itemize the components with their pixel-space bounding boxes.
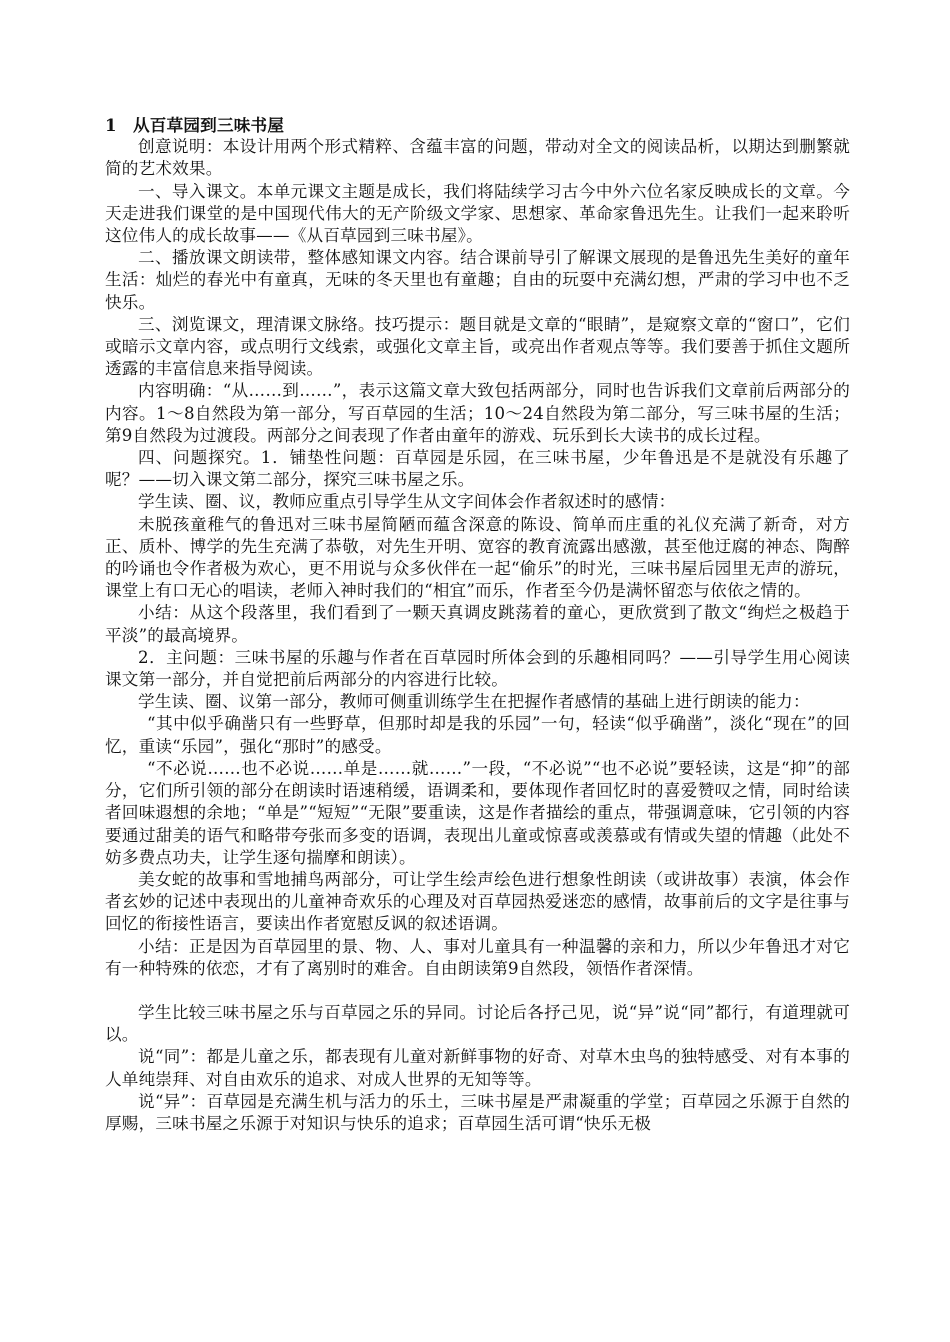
main-question-paragraph: 2．主问题：三味书屋的乐趣与作者在百草园时所体会到的乐趣相同吗？——引导学生用心阅读课文第一部分，并自觉把前后两部分的内容进行比较。 [105,647,850,690]
summary-paragraph-2: 小结：正是因为百草园里的景、物、人、事对儿童具有一种温馨的亲和力，所以少年鲁迅才对它有一种特殊的依恋，才有了离别时的难舍。自由朗读第9自然段，领悟作者深情。 [105,936,850,978]
browse-paragraph: 三、浏览课文，理清课文脉络。技巧提示：题目就是文章的“眼睛”，是窥察文章的“窗口”，它们或暗示文章内容，或点明行文线索，或强化文章主旨，或亮出作者观点等等。我们要善于抓住文题所透露的丰富信息来指导阅读。 [105,314,850,379]
quote-paragraph-1: “其中似乎确凿只有一些野草，但那时却是我的乐园”一句，轻读“似乎确凿”，淡化“现在”的回忆，重读“乐园”，强化“那时”的感受。 [105,714,850,756]
content-paragraph: 内容明确：“从……到……”，表示这篇文章大致包括两部分，同时也告诉我们文章前后两部分的内容。1～8自然段为第一部分，写百草园的生活；10～24自然段为第二部分，写三味书屋的生活；第9自然段为过渡段。两部分之间表现了作者由童年的游戏、玩乐到长大读书的成长过程。 [105,381,850,445]
difference-paragraph: 说“异”：百草园是充满生机与活力的乐土，三味书屋是严肃凝重的学堂；百草园之乐源于自然的厚赐，三味书屋之乐源于对知识与快乐的追求；百草园生活可谓“快乐无极 [105,1091,850,1133]
lesson-title [105,114,850,136]
quote-paragraph-2: “不必说……也不必说……单是……就……”一段，“不必说”“也不必说”要轻读，这是“抑”的部分，它们所引领的部分在朗读时语速稍缓，语调柔和，要体现作者回忆时的喜爱赞叹之情，同时给读者回味遐想的余地；“单是”“短短”“无限”要重读，这是作者描绘的重点，带强调意味，它引领的内容要通过甜美的语气和略带夸张而多变的语调，表现出儿童或惊喜或羡慕或有情或失望的情趣（此处不妨多费点功夫，让学生逐句揣摩和朗读）。 [105,758,850,867]
intro-paragraph: 一、导入课文。本单元课文主题是成长，我们将陆续学习古今中外六位名家反映成长的文章。今天走进我们课堂的是中国现代伟大的无产阶级文学家、思想家、革命家鲁迅先生。让我们一起来聆听这位伟人的成长故事——《从百草园到三味书屋》。 [105,181,850,246]
reading-training-paragraph: 学生读、圈、议第一部分，教师可侧重训练学生在把握作者感情的基础上进行朗读的能力： [138,692,810,712]
sanwei-joy-paragraph: 未脱孩童稚气的鲁迅对三味书屋简陋而蕴含深意的陈设、简单而庄重的礼仪充满了新奇，对方正、质朴、博学的先生充满了恭敬，对先生开明、宽容的教育流露出感激，甚至他迂腐的神态、陶醉的吟诵也令作者极为欢心，更不用说与众多伙伴在一起“偷乐”的时光，三味书屋后园里无声的游玩，课堂上有口无心的唱读，老师入神时我们的“相宜”而乐，作者至今仍是满怀留恋与依依之情的。 [105,514,850,601]
lesson-title-text: 从百草园到三味书屋 [133,115,285,135]
document-page [105,114,850,1135]
similarity-paragraph: 说“同”：都是儿童之乐，都表现有儿童对新鲜事物的好奇、对草木虫鸟的独特感受、对有本事的人单纯崇拜、对自由欢乐的追求、对成人世界的无知等等。 [105,1047,850,1089]
paragraph-gap [105,980,850,1002]
student-reading-paragraph: 学生读、圈、议，教师应重点引导学生从文字间体会作者叙述时的感情： [138,492,676,512]
story-reading-paragraph: 美女蛇的故事和雪地捕鸟两部分，可让学生绘声绘色进行想象性朗读（或讲故事）表演，体会作者玄妙的记述中表现出的儿童神奇欢乐的心理及对百草园热爱迷恋的感情，故事前后的文字是往事与回忆的衔接性语言，要读出作者宽慰反讽的叙述语调。 [105,869,850,934]
inquiry-paragraph: 四、问题探究。1．铺垫性问题：百草园是乐园，在三味书屋，少年鲁迅是不是就没有乐趣了呢？——切入课文第二部分，探究三味书屋之乐。 [105,448,850,490]
lesson-number: 1 [105,115,117,135]
design-note-paragraph: 创意说明：本设计用两个形式精粹、含蕴丰富的问题，带动对全文的阅读品析，以期达到删繁就简的艺术效果。 [105,137,850,179]
comparison-paragraph: 学生比较三味书屋之乐与百草园之乐的异同。讨论后各抒己见，说“异”说“同”都行，有道理就可以。 [105,1002,850,1045]
listening-paragraph: 二、播放课文朗读带，整体感知课文内容。结合课前导引了解课文展现的是鲁迅先生美好的童年生活：灿烂的春光中有童真，无味的冬天里也有童趣；自由的玩耍中充满幻想，严肃的学习中也不乏快乐。 [105,248,850,312]
summary-paragraph-1: 小结：从这个段落里，我们看到了一颗天真调皮跳荡着的童心，更欣赏到了散文“绚烂之极趋于平淡”的最高境界。 [105,603,850,645]
